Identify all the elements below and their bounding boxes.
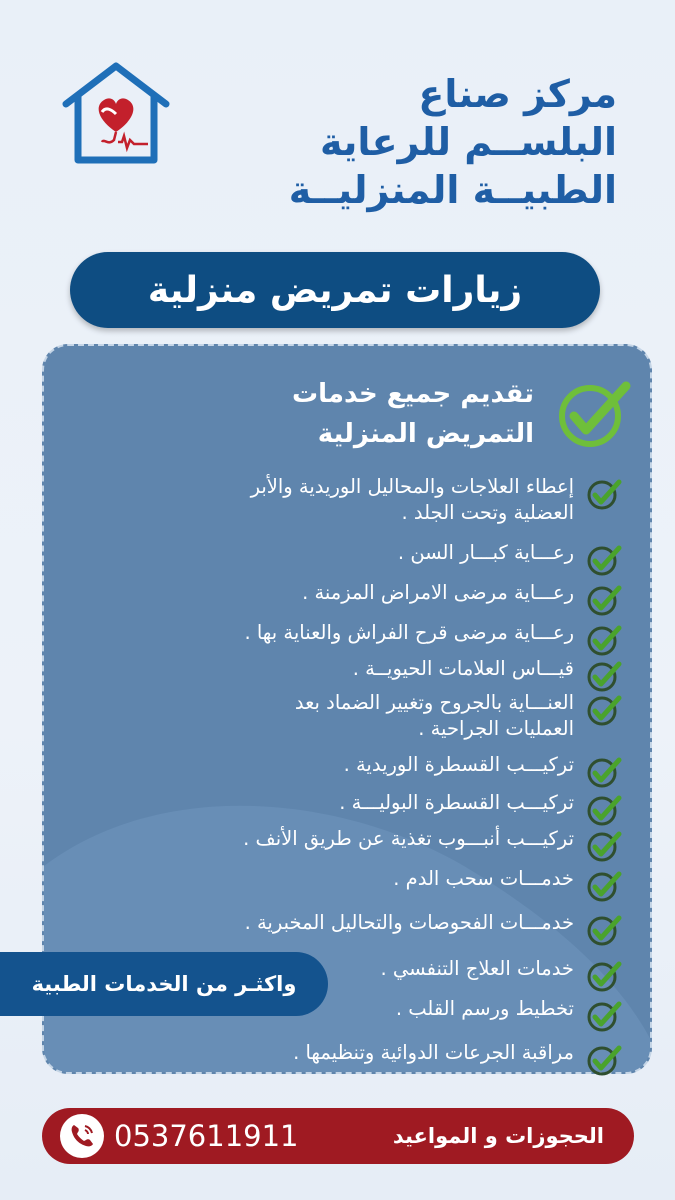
service-text: مراقبة الجرعات الدوائية وتنظيمها .: [293, 1041, 574, 1064]
service-text: تخطيط ورسم القلب .: [395, 997, 574, 1020]
check-icon: [586, 868, 622, 904]
service-text: خدمات العلاج التنفسي .: [380, 957, 574, 980]
service-text: رعـــاية كبـــار السن .: [397, 541, 574, 564]
check-icon: [586, 582, 622, 618]
brand-line-1: مركز صناع: [418, 72, 617, 116]
booking-label: الحجوزات و المواعيد: [392, 1124, 604, 1148]
check-icon: [586, 998, 622, 1034]
title-banner: [70, 252, 600, 328]
service-text: خدمـــات سحب الدم .: [393, 867, 574, 890]
more-services-text: واكثـر من الخدمات الطبية: [31, 972, 297, 996]
check-icon: [586, 658, 622, 694]
check-icon: [586, 792, 622, 828]
intro-line-1: تقديم جميع خدمات: [291, 379, 534, 409]
brand-line-3: الطبيــة المنزليــة: [288, 168, 617, 212]
brand-line-2: البلســم للرعاية: [320, 120, 617, 164]
check-icon: [586, 958, 622, 994]
service-text: تركيـــب أنبـــوب تغذية عن طريق الأنف .: [243, 827, 574, 850]
big-check-icon: [556, 378, 632, 450]
page-title: زيارات تمريض منزلية: [147, 269, 523, 311]
service-text: رعـــاية مرضى الامراض المزمنة .: [302, 581, 574, 604]
service-text: تركيـــب القسطرة الوريدية .: [343, 753, 574, 776]
intro-block: [42, 374, 652, 464]
service-text: إعطاء العلاجات والمحاليل الوريدية والأبر العضلية وتحت الجلد .: [250, 475, 574, 524]
intro-text: [114, 374, 534, 454]
check-icon: [586, 542, 622, 578]
contact-bar[interactable]: [42, 1108, 634, 1164]
intro-line-2: التمريض المنزلية: [317, 419, 534, 449]
service-text: قيـــاس العلامات الحيويــة .: [352, 657, 574, 680]
brand-name: [237, 70, 617, 214]
service-text: خدمـــات الفحوصات والتحاليل المخبرية .: [244, 911, 574, 934]
phone-icon[interactable]: [60, 1114, 104, 1158]
service-text: العنـــاية بالجروح وتغيير الضماد بعد العمليات الجراحية .: [294, 691, 574, 740]
check-icon: [586, 754, 622, 790]
service-text: رعـــاية مرضى قرح الفراش والعناية بها .: [244, 621, 574, 644]
check-icon: [586, 692, 622, 728]
check-icon: [586, 912, 622, 948]
check-icon: [586, 622, 622, 658]
check-icon: [586, 476, 622, 512]
phone-number[interactable]: 0537611911: [114, 1119, 299, 1153]
service-text: تركيـــب القسطرة البوليـــة .: [339, 791, 574, 814]
check-icon: [586, 828, 622, 864]
more-services-badge: [0, 952, 328, 1016]
check-icon: [586, 1042, 622, 1078]
house-heart-icon: [58, 62, 174, 166]
